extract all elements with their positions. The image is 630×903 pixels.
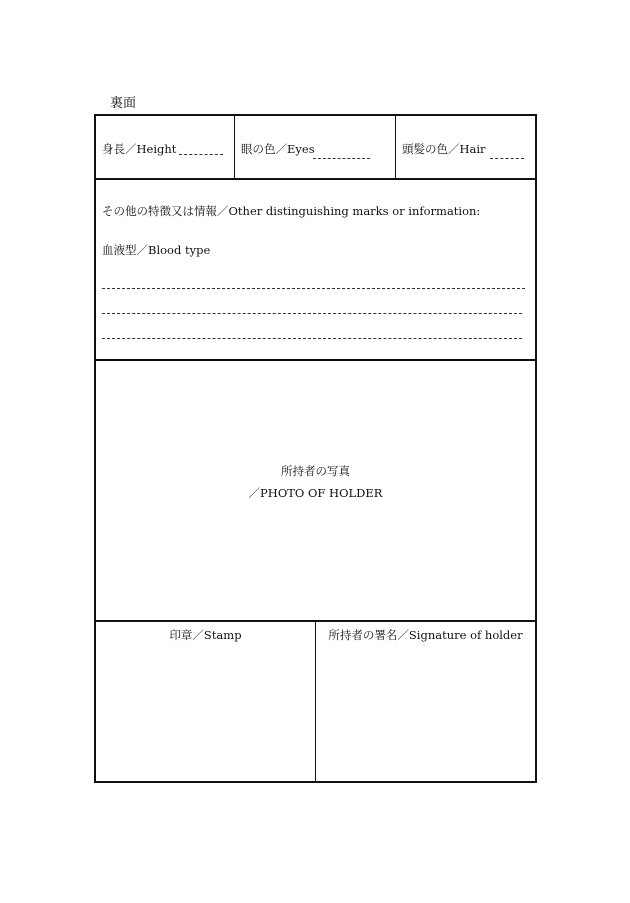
photo-label-ja: 所持者の写真 [281, 464, 350, 478]
photo-area[interactable] [96, 361, 535, 622]
info-entry-line-2[interactable] [102, 313, 522, 314]
photo-label-en: ／PHOTO OF HOLDER [248, 486, 383, 500]
stamp-signature-row [96, 622, 535, 781]
height-entry-line[interactable] [179, 154, 223, 155]
other-marks-label: その他の特徴又は情報／Other distinguishing marks or information: [102, 204, 481, 218]
info-entry-line-1[interactable] [102, 288, 525, 289]
height-label: 身長／Height [102, 142, 177, 156]
signature-label: 所持者の署名／Signature of holder [328, 628, 523, 642]
signature-area[interactable] [316, 622, 535, 781]
info-entry-line-3[interactable] [102, 338, 522, 339]
hair-label: 頭髪の色／Hair [402, 142, 486, 156]
eyes-cell [235, 116, 396, 178]
page-side-label: 裏面 [110, 96, 137, 111]
eyes-label: 眼の色／Eyes [241, 142, 315, 156]
other-information-row [96, 180, 535, 361]
hair-cell [396, 116, 535, 178]
blood-type-label: 血液型／Blood type [102, 243, 211, 257]
stamp-area[interactable] [96, 622, 316, 781]
eyes-entry-line[interactable] [313, 158, 370, 159]
height-cell [96, 116, 235, 178]
hair-entry-line[interactable] [490, 158, 524, 159]
physical-details-row [96, 116, 535, 180]
passport-back-form [94, 114, 537, 783]
stamp-label: 印章／Stamp [169, 628, 242, 642]
